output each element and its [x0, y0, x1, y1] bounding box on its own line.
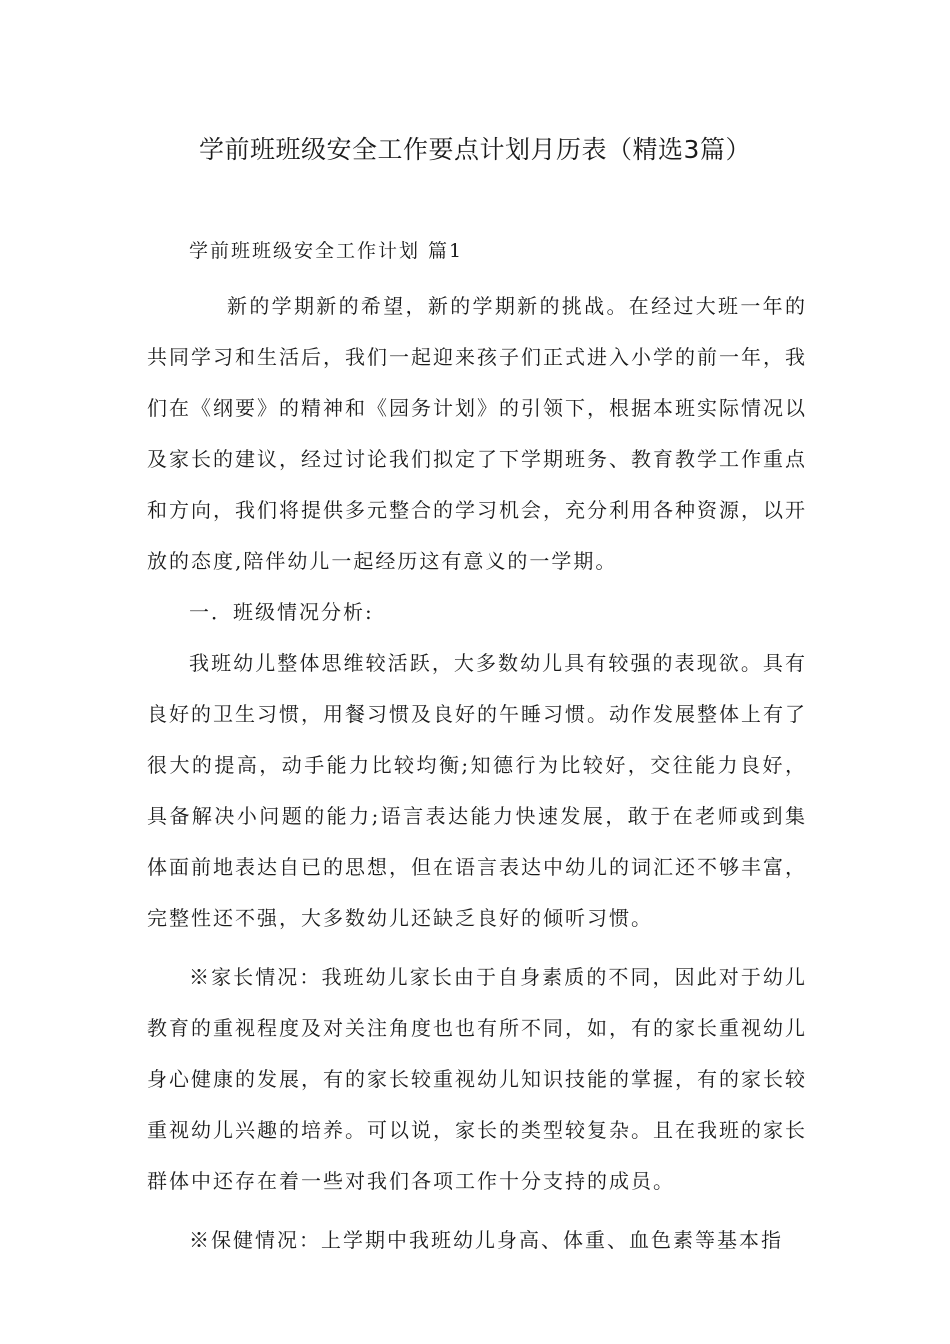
class-analysis-paragraph: 我班幼儿整体思维较活跃，大多数幼儿具有较强的表现欲。具有良好的卫生习惯，用餐习惯及良好的午睡习惯。动作发展整体上有了很大的提高，动手能力比较均衡;知德行为比较好，交往能力良好，具备解决小问题的能力;语言表达能力快速发展，敢于在老师或到集体面前地表达自已的思想，但在语言表达中幼儿的词汇还不够丰富，完整性还不强，大多数幼儿还缺乏良好的倾听习惯。	[147, 651, 807, 930]
document-body	[147, 226, 807, 1266]
section-heading: 学前班班级安全工作计划 篇1	[189, 240, 464, 262]
parents-paragraph: ※家长情况：我班幼儿家长由于自身素质的不同，因此对于幼儿教育的重视程度及对关注角度也也有所不同，如，有的家长重视幼儿身心健康的发展，有的家长较重视幼儿知识技能的掌握，有的家长较重视幼儿兴趣的培养。可以说，家长的类型较复杂。且在我班的家长群体中还存在着一些对我们各项工作十分支持的成员。	[147, 965, 807, 1193]
document-title: 学前班班级安全工作要点计划月历表（精选3篇）	[199, 135, 751, 164]
health-paragraph: ※保健情况：上学期中我班幼儿身高、体重、血色素等基本指	[189, 1228, 783, 1252]
class-analysis-heading: 一．班级情况分析:	[189, 600, 374, 624]
intro-paragraph: 新的学期新的希望，新的学期新的挑战。在经过大班一年的共同学习和生活后，我们一起迎来孩子们正式进入小学的前一年，我们在《纲要》的精神和《园务计划》的引领下，根据本班实际情况以及家长的建议，经过讨论我们拟定了下学期班务、教育教学工作重点和方向，我们将提供多元整合的学习机会，充分利用各种资源，以开放的态度,陪伴幼儿一起经历这有意义的一学期。	[147, 294, 807, 573]
